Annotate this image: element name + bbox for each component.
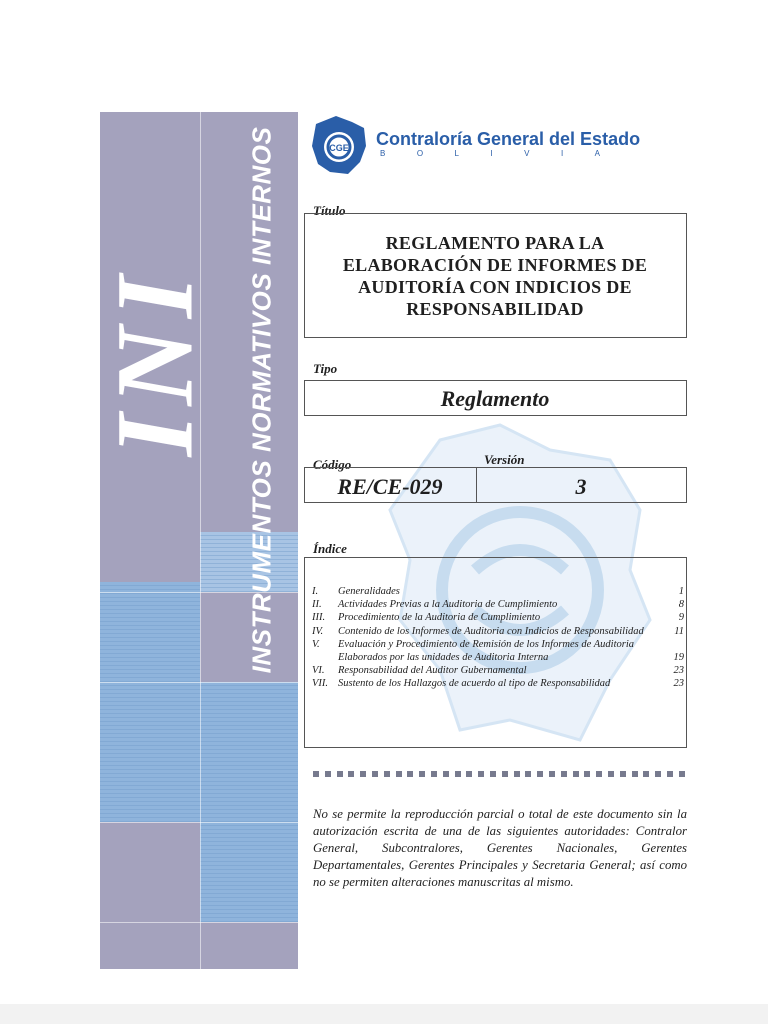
index-item-text: Responsabilidad del Auditor Gubernamental xyxy=(338,665,527,677)
index-item-page: 9 xyxy=(678,612,684,624)
index-item xyxy=(312,625,684,638)
separator-dot xyxy=(679,771,685,777)
separator-dot xyxy=(608,771,614,777)
country-letter: L xyxy=(454,149,459,158)
side-band-big-text: INI xyxy=(93,267,216,457)
band-divider xyxy=(100,822,298,823)
organization-name: Contraloría General del Estado xyxy=(376,129,641,149)
codigo-label: Código xyxy=(313,457,352,472)
separator-dot xyxy=(596,771,602,777)
side-band-title-wrap xyxy=(93,112,216,612)
index-item-number: III. xyxy=(312,612,326,624)
index-item-number: II. xyxy=(312,599,322,611)
separator-dot xyxy=(478,771,484,777)
side-band-vertical-text: INSTRUMENTOS NORMATIVOS INTERNOS xyxy=(246,126,277,674)
organization-country xyxy=(380,149,600,158)
indice-label: Índice xyxy=(313,541,347,556)
index-item-page: 1 xyxy=(678,586,684,597)
separator-dot xyxy=(667,771,673,777)
separator-dot xyxy=(360,771,366,777)
index-item xyxy=(312,664,684,677)
separator-dot xyxy=(372,771,378,777)
separator-dot xyxy=(325,771,331,777)
separator-dot xyxy=(502,771,508,777)
index-item-page: 23 xyxy=(673,678,684,690)
separator-dot xyxy=(573,771,579,777)
version-value: 3 xyxy=(575,474,587,499)
dotted-separator xyxy=(313,771,685,779)
separator-dot xyxy=(431,771,437,777)
document-title-line: RESPONSABILIDAD xyxy=(406,299,584,319)
index-item-text: Sustento de los Hallazgos de acuerdo al tipo de Responsabilidad xyxy=(338,678,611,690)
band-grid-block xyxy=(100,582,200,822)
index-item-text: Evaluación y Procedimiento de Remisión de los Informes de Auditoria Elaborados por las unidades de Auditoria Interna xyxy=(338,638,634,664)
index-item xyxy=(312,598,684,611)
country-letter: B xyxy=(380,149,386,158)
separator-dot xyxy=(584,771,590,777)
version-label: Versión xyxy=(484,452,525,467)
country-letter: V xyxy=(524,149,530,158)
index-item-page: 11 xyxy=(674,625,684,637)
index-item-page: 8 xyxy=(678,599,684,611)
separator-dot xyxy=(348,771,354,777)
cge-logo-icon xyxy=(308,114,370,176)
separator-dot xyxy=(620,771,626,777)
index-item xyxy=(312,611,684,624)
separator-dot xyxy=(490,771,496,777)
separator-dot xyxy=(525,771,531,777)
separator-dot xyxy=(337,771,343,777)
index-item-text: Generalidades xyxy=(338,586,400,597)
document-title-line: ELABORACIÓN DE INFORMES DE xyxy=(342,255,648,275)
separator-dot xyxy=(313,771,319,777)
index-list xyxy=(312,585,684,691)
separator-dot xyxy=(384,771,390,777)
index-item xyxy=(312,638,684,664)
index-item-text: Actividades Previas a la Auditoria de Cumplimiento xyxy=(338,599,558,611)
titulo-label: Título xyxy=(313,203,346,218)
index-item-text: Contenido de los Informes de Auditoria con Indicios de Responsabilidad xyxy=(338,625,644,637)
separator-dot xyxy=(632,771,638,777)
index-item-number: VII. xyxy=(312,678,329,690)
reproduction-notice: No se permite la reproducción parcial o total de este documento sin la autorización escrita de una de las siguientes autoridades: Contralor General, Subcontralores, Gerentes Nacionales, Gerentes Departamentales, Gerentes Principales y Secretaria General; así como no se permiten alteraciones manuscritas al mismo. xyxy=(313,807,687,889)
separator-dot xyxy=(455,771,461,777)
country-letter: A xyxy=(594,149,600,158)
codigo-value: RE/CE-029 xyxy=(337,474,443,499)
separator-dot xyxy=(655,771,661,777)
separator-dot xyxy=(466,771,472,777)
tipo-label: Tipo xyxy=(313,361,338,376)
separator-dot xyxy=(549,771,555,777)
index-item-text: Procedimiento de la Auditoria de Cumplimiento xyxy=(338,612,541,624)
separator-dot xyxy=(407,771,413,777)
separator-dot xyxy=(443,771,449,777)
separator-dot xyxy=(537,771,543,777)
index-item xyxy=(312,585,684,598)
band-grid-block xyxy=(200,682,298,922)
page-bottom-edge xyxy=(0,1004,768,1024)
document-title-line: AUDITORÍA CON INDICIOS DE xyxy=(358,277,632,297)
country-letter: O xyxy=(416,149,424,158)
index-item-page: 23 xyxy=(673,665,684,677)
document-title xyxy=(304,232,686,320)
separator-dot xyxy=(643,771,649,777)
country-letter: I xyxy=(490,149,493,158)
document-title-line: REGLAMENTO PARA LA xyxy=(385,233,605,253)
index-item xyxy=(312,677,684,690)
separator-dot xyxy=(419,771,425,777)
cge-logo-text: CGE xyxy=(329,143,349,153)
index-item-number: VI. xyxy=(312,665,325,677)
band-divider xyxy=(100,922,298,923)
band-divider xyxy=(100,682,298,683)
index-item-number: V. xyxy=(312,638,320,650)
country-letter: I xyxy=(560,149,564,158)
index-item-number: I. xyxy=(312,586,319,597)
separator-dot xyxy=(514,771,520,777)
tipo-value: Reglamento xyxy=(440,386,550,411)
separator-dot xyxy=(561,771,567,777)
index-item-page: 19 xyxy=(673,652,684,664)
separator-dot xyxy=(396,771,402,777)
index-item-number: IV. xyxy=(312,625,324,637)
